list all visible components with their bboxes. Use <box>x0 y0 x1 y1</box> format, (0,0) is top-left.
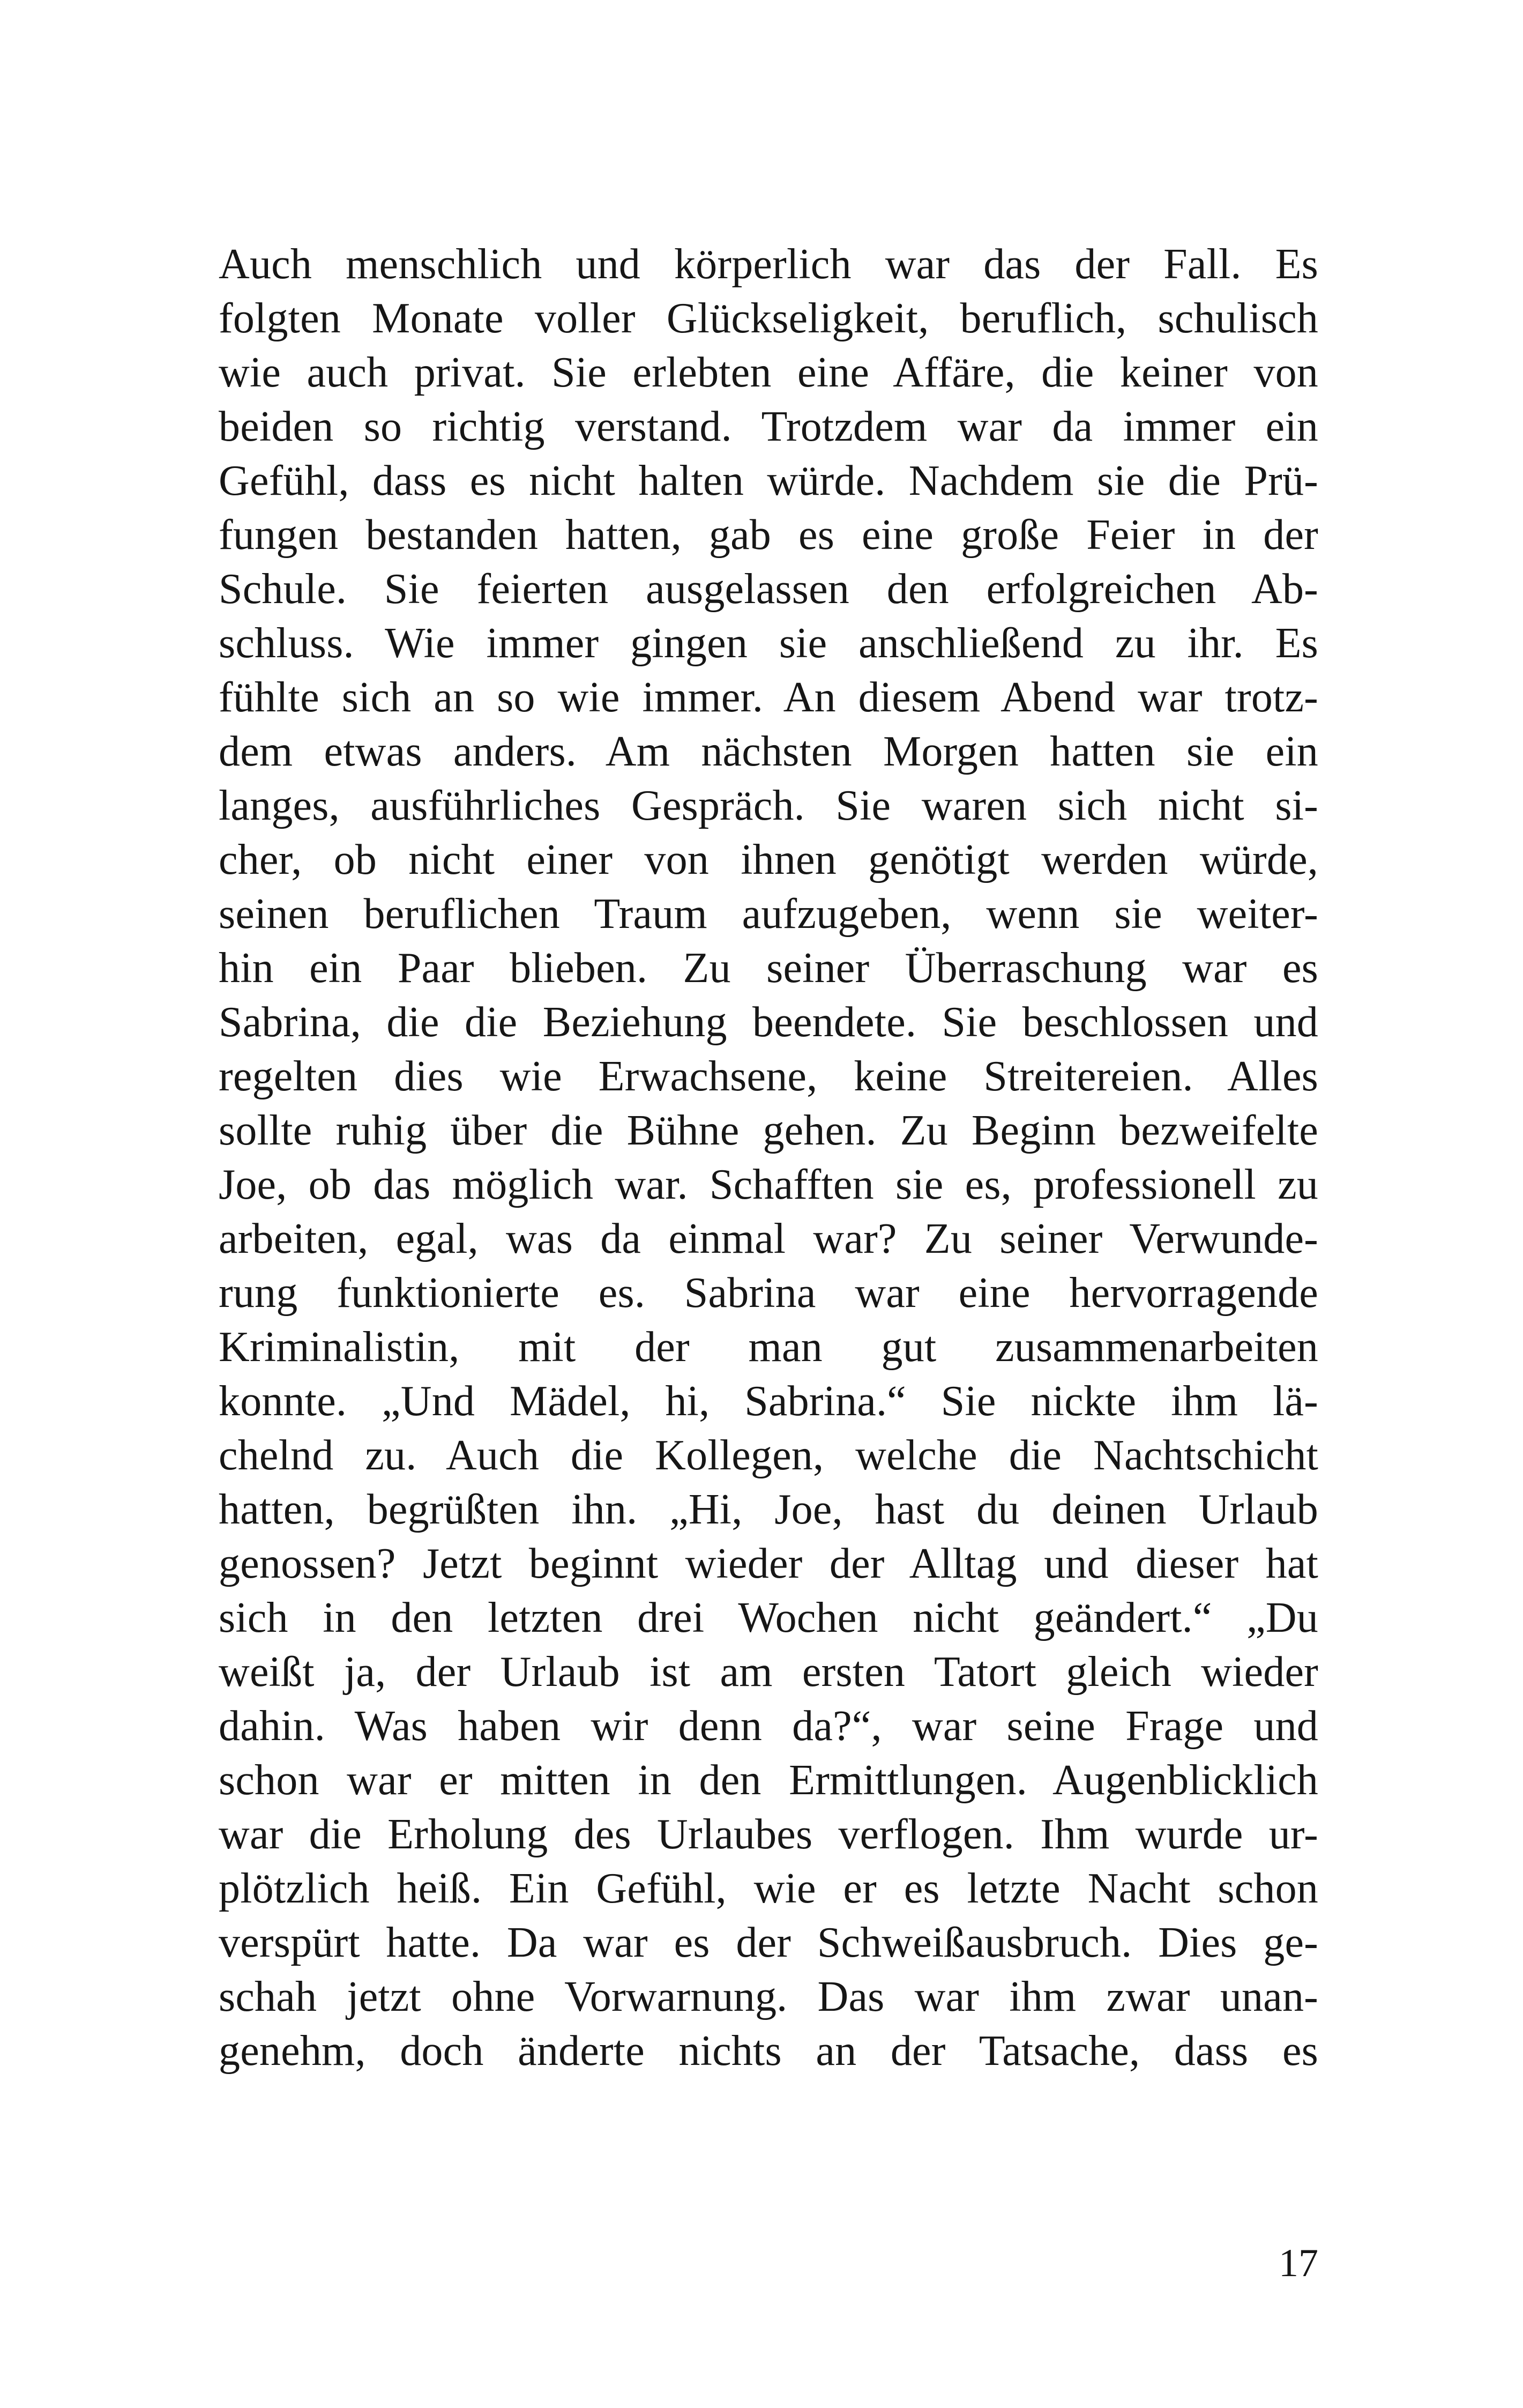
text-line: regelten dies wie Erwachsene, keine Streitereien. Alles <box>219 1053 1318 1100</box>
text-line: genehm, doch änderte nichts an der Tatsache, dass es <box>219 2027 1318 2075</box>
text-line: seinen beruflichen Traum aufzugeben, wenn sie weiter- <box>219 890 1318 938</box>
text-line: chelnd zu. Auch die Kollegen, welche die Nachtschicht <box>219 1432 1318 1479</box>
text-line: arbeiten, egal, was da einmal war? Zu seiner Verwunde- <box>219 1215 1318 1262</box>
text-line: sollte ruhig über die Bühne gehen. Zu Beginn bezweifelte <box>219 1107 1318 1154</box>
text-line: Auch menschlich und körperlich war das der Fall. Es <box>219 241 1318 288</box>
text-line: rung funktionierte es. Sabrina war eine hervorragende <box>219 1269 1318 1317</box>
text-line: dahin. Was haben wir denn da?“, war seine Frage und <box>219 1703 1318 1750</box>
text-line: langes, ausführliches Gespräch. Sie waren sich nicht si- <box>219 782 1318 829</box>
text-line: verspürt hatte. Da war es der Schweißausbruch. Dies ge- <box>219 1919 1318 1966</box>
text-line: war die Erholung des Urlaubes verflogen. Ihm wurde ur- <box>219 1811 1318 1858</box>
text-line: Gefühl, dass es nicht halten würde. Nachdem sie die Prü- <box>219 457 1318 504</box>
text-line: konnte. „Und Mädel, hi, Sabrina.“ Sie nickte ihm lä- <box>219 1378 1318 1425</box>
text-line: schon war er mitten in den Ermittlungen. Augenblicklich <box>219 1757 1318 1804</box>
text-line: fühlte sich an so wie immer. An diesem Abend war trotz- <box>219 674 1318 721</box>
text-line: schah jetzt ohne Vorwarnung. Das war ihm zwar unan- <box>219 1973 1318 2020</box>
text-line: plötzlich heiß. Ein Gefühl, wie er es letzte Nacht schon <box>219 1865 1318 1912</box>
text-line: beiden so richtig verstand. Trotzdem war da immer ein <box>219 403 1318 450</box>
body-text <box>219 237 1318 2078</box>
text-line: fungen bestanden hatten, gab es eine große Feier in der <box>219 511 1318 559</box>
text-line: sich in den letzten drei Wochen nicht geändert.“ „Du <box>219 1594 1318 1641</box>
text-line: dem etwas anders. Am nächsten Morgen hatten sie ein <box>219 728 1318 775</box>
text-line: Schule. Sie feierten ausgelassen den erfolgreichen Ab- <box>219 566 1318 613</box>
text-line: Kriminalistin, mit der man gut zusammenarbeiten <box>219 1324 1318 1371</box>
text-line: cher, ob nicht einer von ihnen genötigt werden würde, <box>219 836 1318 883</box>
page-number: 17 <box>1279 2241 1318 2285</box>
text-line: hin ein Paar blieben. Zu seiner Überraschung war es <box>219 945 1318 992</box>
text-line: Sabrina, die die Beziehung beendete. Sie beschlossen und <box>219 999 1318 1046</box>
text-line: weißt ja, der Urlaub ist am ersten Tatort gleich wieder <box>219 1648 1318 1696</box>
text-line: wie auch privat. Sie erlebten eine Affäre, die keiner von <box>219 349 1318 396</box>
text-line: folgten Monate voller Glückseligkeit, beruflich, schulisch <box>219 295 1318 342</box>
text-line: genossen? Jetzt beginnt wieder der Alltag und dieser hat <box>219 1540 1318 1587</box>
text-line: Joe, ob das möglich war. Schafften sie es, professionell zu <box>219 1161 1318 1208</box>
text-line: schluss. Wie immer gingen sie anschließend zu ihr. Es <box>219 620 1318 667</box>
text-line: hatten, begrüßten ihn. „Hi, Joe, hast du deinen Urlaub <box>219 1486 1318 1533</box>
